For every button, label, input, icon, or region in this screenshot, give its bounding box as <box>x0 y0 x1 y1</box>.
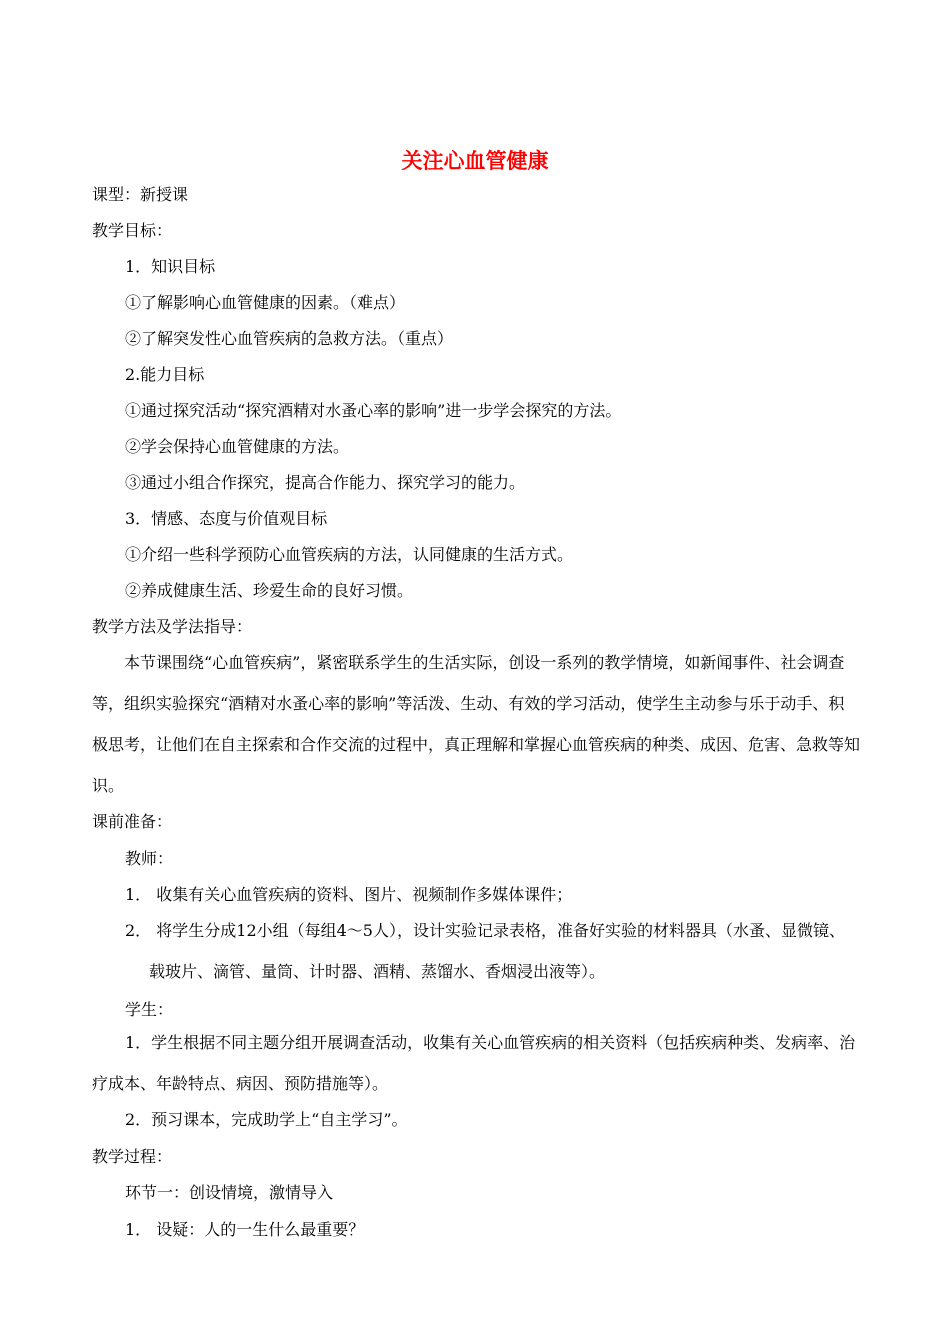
process-step-1: 环节一：创设情境，激情导入 <box>125 1183 334 1202</box>
course-type: 课型：新授课 <box>92 185 189 204</box>
ability-objective-heading: 2.能力目标 <box>125 365 205 384</box>
process-step-1-item-1: 1． 设疑：人的一生什么最重要？ <box>125 1220 365 1239</box>
ability-item-3: ③通过小组合作探究，提高合作能力、探究学习的能力。 <box>125 473 526 492</box>
ability-item-1: ①通过探究活动“探究酒精对水蚤心率的影响”进一步学会探究的方法。 <box>125 401 622 420</box>
document-title: 关注心血管健康 <box>401 148 549 173</box>
student-heading: 学生： <box>125 1000 174 1019</box>
knowledge-item-1: ①了解影响心血管健康的因素。（难点） <box>125 293 406 312</box>
process-heading: 教学过程： <box>92 1147 173 1166</box>
preparation-heading: 课前准备： <box>92 812 173 831</box>
emotion-item-2: ②养成健康生活、珍爱生命的良好习惯。 <box>125 581 414 600</box>
teacher-item-1: 1． 收集有关心血管疾病的资料、图片、视频制作多媒体课件； <box>125 885 573 904</box>
teacher-heading: 教师： <box>125 849 174 868</box>
knowledge-item-2: ②了解突发性心血管疾病的急救方法。（重点） <box>125 329 454 348</box>
emotion-item-1: ①介绍一些科学预防心血管疾病的方法，认同健康的生活方式。 <box>125 545 574 564</box>
knowledge-objective-heading: 1．知识目标 <box>125 257 216 276</box>
student-item-1: 1．学生根据不同主题分组开展调查活动，收集有关心血管疾病的相关资料（包括疾病种类、发病率、治疗成本、年龄特点、病因、预防措施等）。 <box>92 1033 856 1093</box>
ability-item-2: ②学会保持心血管健康的方法。 <box>125 437 350 456</box>
emotion-objective-heading: 3．情感、态度与价值观目标 <box>125 509 328 528</box>
objectives-heading: 教学目标： <box>92 221 173 240</box>
student-item-2: 2．预习课本，完成助学上“自主学习”。 <box>125 1110 408 1129</box>
methods-heading: 教学方法及学法指导： <box>92 617 253 636</box>
methods-paragraph: 本节课围绕“心血管疾病”，紧密联系学生的生活实际，创设一系列的教学情境，如新闻事件、社会调查等，组织实验探究“酒精对水蚤心率的影响”等活泼、生动、有效的学习活动，使学生主动参与乐于动手、积极思考，让他们在自主探索和合作交流的过程中，真正理解和掌握心血管疾病的种类、成因、危害、急救等知识。 <box>92 653 861 795</box>
teacher-item-2: 2． 将学生分成12小组（每组4～5人），设计实验记录表格，准备好实验的材料器具（水蚤、显微镜、载玻片、滴管、量筒、计时器、酒精、蒸馏水、香烟浸出液等）。 <box>125 921 845 981</box>
